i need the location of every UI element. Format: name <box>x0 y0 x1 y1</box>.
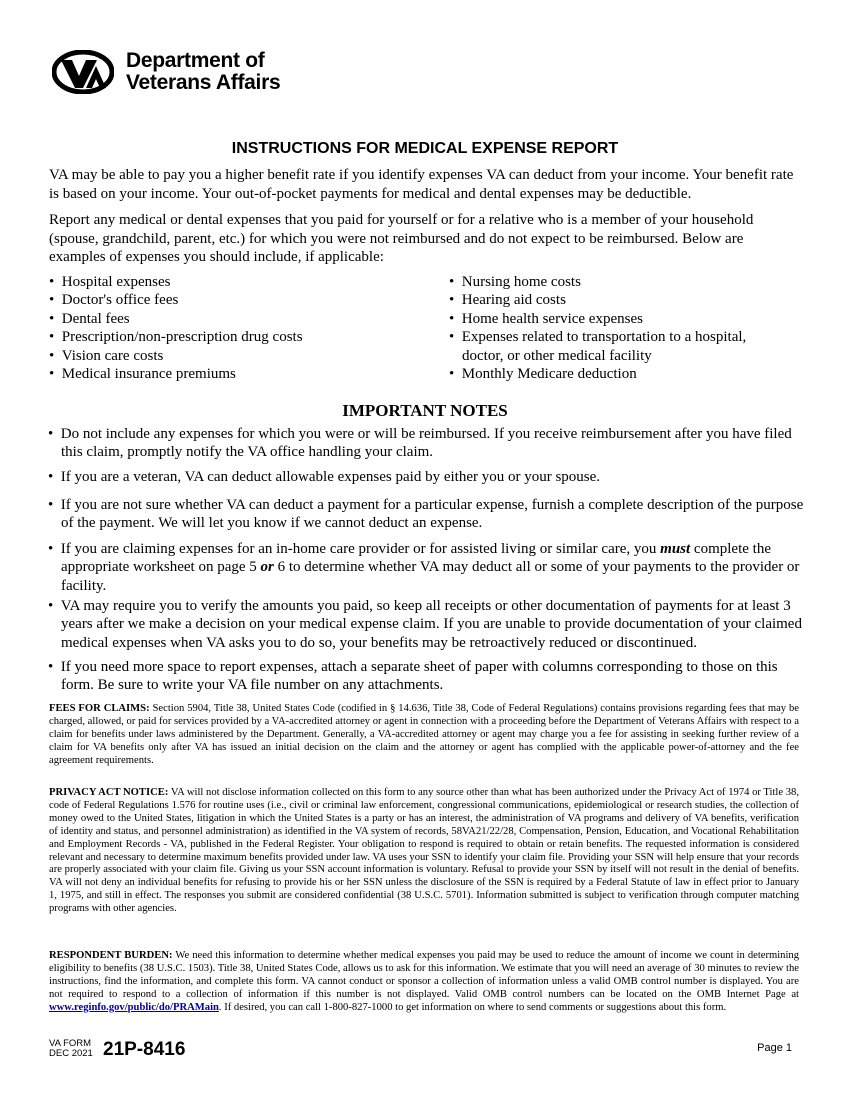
privacy-label: PRIVACY ACT NOTICE: <box>49 787 169 798</box>
list-item: • Expenses related to transportation to a hospital, doctor, or other medical facility <box>449 328 769 365</box>
intro-paragraph-2: Report any medical or dental expenses that you paid for yourself or for a relative who is a member of your household (spouse, grandchild, parent, etc.) for which you were not reimbursed and do not expect to be reimbursed. Below are examples of expenses you should include, if applicable: <box>49 212 754 265</box>
note-spouse: • If you are a veteran, VA can deduct allowable expenses paid by either you or your spouse. <box>48 468 813 486</box>
fees-for-claims <box>49 703 799 768</box>
list-item: • Hearing aid costs <box>449 291 769 309</box>
burden-text: . If desired, you can call 1-800-827-1000 to get information on where to send comments or suggestions about this form. <box>218 1001 727 1013</box>
burden-text: We need this information to determine whether medical expenses you paid may be used to reduce the amount of income we count in determining eligibility to benefits (38 U.S.C. 1503). Title 38, United States Code, allows us to ask for this information. We estimate that you will need an average of 30 minutes to review the instructions, find the information, and complete this form. VA cannot conduct or sponsor a collection of information unless a valid OMB control number is displayed. You are not required to respond to a collection of information if this number is not displayed. Valid OMB control numbers can be located on the OMB Internet Page at <box>49 950 800 1000</box>
omb-link[interactable]: www.reginfo.gov/public/do/PRAMain <box>49 1001 219 1013</box>
fees-text: Section 5904, Title 38, United States Code (codified in § 14.636, Title 38, Code of Federal Regulations) contains provisions regarding fees that may be charged, allowed, or paid for services provided by a VA-accredited attorney or agent in connection with a proceeding before the Department of Veterans Affairs with respect to a claim for benefits under laws administered by the Department. Generally, a VA-accredited attorney or agent may charge you a fee for assisting in seeking further review of a claim for VA benefits only after VA has issued an initial decision on the claim and the attorney or agent has complied with the applicable power-of-attorney and the fee agreement requirements. <box>49 703 799 766</box>
note-text: complete the appropriate worksheet on page 5 <box>61 541 771 576</box>
privacy-text: VA will not disclose information collected on this form to any source other than what has been authorized under the Privacy Act of 1974 or Title 38, code of Federal Regulations 1.576 for routine uses (i.e., civil or criminal law enforcement, congressional communications, epidemiological or research studies, the collection of money owed to the United States, litigation in which the United States is a party or has an interest, the administration of VA programs and delivery of VA benefits, verification of identity and status, and personnel administration) as identified in the VA system of records, 58VA21/22/28, Compensation, Pension, Education, and Vocational Rehabilitation and Employment Records - VA, published in the Federal Register. Your obligation to respond is required to obtain or retain benefits. The requested information is considered relevant and necessary to determine maximum benefits provided under law. VA uses your SSN to identify your claim file. Providing your SSN will help ensure that your records are properly associated with your claim file. Giving us your SSN account information is voluntary. Refusal to provide your SSN by itself will not result in the denial of benefits. VA will not deny an individual benefits for refusing to provide his or her SSN unless the disclosure of the SSN is required by a Federal Statute of law in effect prior to January 1, 1975, and still in effect. The responses you submit are considered confidential (38 U.S.C. 5701). Information submitted is subject to verification through computer matching programs with other agencies. <box>49 787 799 915</box>
form-label <box>49 1039 93 1059</box>
note-reimbursement: • Do not include any expenses for which you were or will be reimbursed. If you receive reimbursement after you have filed this claim, promptly notify the VA office handling your claim. <box>48 425 813 462</box>
list-item: • Dental fees <box>49 310 429 328</box>
list-item: • Medical insurance premiums <box>49 365 429 383</box>
list-item: • Hospital expenses <box>49 273 429 291</box>
note-text: If you are claiming expenses for an in-home care provider or for assisted living or similar care, you <box>60 541 661 557</box>
note-description: • If you are not sure whether VA can deduct a payment for a particular expense, furnish a complete description of the purpose of the payment. We will let you know if we cannot deduct an expense. <box>48 496 813 533</box>
burden-label: RESPONDENT BURDEN: <box>49 950 173 961</box>
form-date: DEC 2021 <box>49 1048 93 1059</box>
list-item: • Home health service expenses <box>449 310 769 328</box>
expense-list-left <box>49 273 429 383</box>
privacy-act-notice <box>49 787 799 916</box>
expense-list-right <box>449 273 769 383</box>
note-verification: • VA may require you to verify the amounts you paid, so keep all receipts or other documentation of payments for at least 3 years after we make a decision on your medical expense claim. If you are unable to provide documentation of your claimed medical expenses when VA asks you to do so, your benefits may be retroactively reduced or discontinued. <box>48 597 813 652</box>
note-text: 6 to determine whether VA may deduct all or some of your payments to the provider or facility. <box>61 559 800 594</box>
list-item: • Vision care costs <box>49 347 429 365</box>
page-title: INSTRUCTIONS FOR MEDICAL EXPENSE REPORT <box>231 140 619 157</box>
va-seal-icon <box>52 50 114 94</box>
notes-heading: IMPORTANT NOTES <box>342 401 508 420</box>
org-name-line1: Department of <box>126 49 265 72</box>
fees-label: FEES FOR CLAIMS: <box>49 703 150 714</box>
intro-paragraph-1: VA may be able to pay you a higher benefit rate if you identify expenses VA can deduct from your income. Your benefit rate is based on your income. Your out-of-pocket payments for medical and dental expenses may be deductible. <box>49 167 794 202</box>
list-item: • Doctor's office fees <box>49 291 429 309</box>
list-item: • Nursing home costs <box>449 273 769 291</box>
page-number: Page 1 <box>757 1042 792 1054</box>
emphasis-must: must <box>660 541 691 557</box>
note-more-space: • If you need more space to report expenses, attach a separate sheet of paper with columns corresponding to those on this form. Be sure to write your VA file number on any attachments. <box>48 658 813 695</box>
org-name-line2: Veterans Affairs <box>126 71 281 94</box>
form-number: 21P-8416 <box>103 1039 186 1060</box>
emphasis-or: or <box>260 559 274 576</box>
va-logo <box>52 50 280 94</box>
respondent-burden <box>49 950 799 1015</box>
note-in-home-care <box>48 540 813 595</box>
list-item: • Prescription/non-prescription drug costs <box>49 328 429 346</box>
va-form-text: VA FORM <box>49 1038 92 1049</box>
list-item: • Monthly Medicare deduction <box>449 365 769 383</box>
